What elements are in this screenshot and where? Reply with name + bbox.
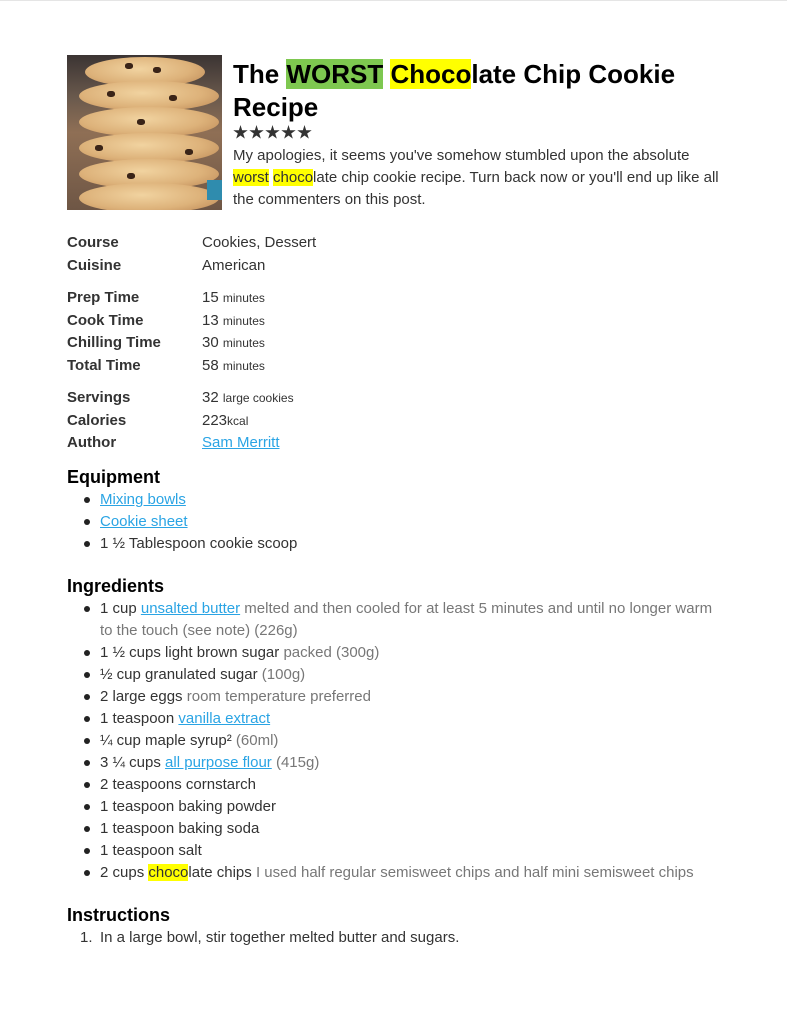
top-divider bbox=[0, 0, 787, 1]
ingredient-item: 1 teaspoon vanilla extract bbox=[67, 708, 727, 730]
bullet-icon bbox=[84, 497, 90, 503]
ingredient-link-vanilla-extract[interactable]: vanilla extract bbox=[178, 709, 271, 727]
star-icon[interactable] bbox=[297, 125, 312, 140]
instructions-section bbox=[67, 904, 727, 949]
step-number: 1. bbox=[80, 928, 93, 946]
meta-author: Author Sam Merritt bbox=[67, 434, 280, 451]
recipe-image bbox=[67, 55, 222, 210]
author-link[interactable]: Sam Merritt bbox=[202, 434, 280, 451]
ingredients-section bbox=[67, 575, 727, 884]
bullet-icon bbox=[84, 650, 90, 656]
star-icon[interactable] bbox=[265, 125, 280, 140]
title-highlight-worst: WORST bbox=[286, 59, 384, 89]
bullet-icon bbox=[84, 804, 90, 810]
equipment-item bbox=[67, 489, 727, 511]
ingredient-item: 2 teaspoons cornstarch bbox=[67, 774, 727, 796]
bullet-icon bbox=[84, 716, 90, 722]
meta-prep-time: Prep Time 15 minutes bbox=[67, 289, 265, 306]
ingredient-item: 1 cup unsalted butter melted and then cooled for at least 5 minutes and until no longer warm to the touch (see note) (226g) bbox=[67, 598, 727, 642]
bullet-icon bbox=[84, 519, 90, 525]
instructions-heading: Instructions bbox=[67, 904, 171, 925]
meta-total-time: Total Time 58 minutes bbox=[67, 356, 265, 374]
bullet-icon bbox=[84, 541, 90, 547]
ingredient-item: 2 cups chocolate chips I used half regular semisweet chips and half mini semisweet chips bbox=[67, 862, 727, 884]
ingredient-link-unsalted-butter[interactable]: unsalted butter bbox=[140, 599, 241, 617]
ingredient-item: 1 ½ cups light brown sugar packed (300g) bbox=[67, 642, 727, 664]
equipment-item bbox=[67, 511, 727, 533]
bullet-icon bbox=[84, 782, 90, 788]
meta-cook-time: Cook Time 13 minutes bbox=[67, 311, 265, 329]
ingredient-item: 1 teaspoon salt bbox=[67, 840, 727, 862]
equipment-section bbox=[67, 466, 727, 555]
star-icon[interactable] bbox=[233, 125, 248, 140]
bullet-icon bbox=[84, 870, 90, 876]
meta-calories: Calories 223kcal bbox=[67, 411, 249, 429]
equipment-item: 1 ½ Tablespoon cookie scoop bbox=[67, 533, 727, 555]
equipment-heading: Equipment bbox=[67, 466, 160, 487]
bullet-icon bbox=[84, 606, 90, 612]
recipe-title: The WORST Chocolate Chip Cookie Recipe bbox=[233, 59, 676, 122]
ingredient-item: 3 ¼ cups all purpose flour (415g) bbox=[67, 752, 727, 774]
meta-course: Course Cookies, Dessert bbox=[67, 234, 317, 251]
equipment-link-mixing-bowls[interactable]: Mixing bowls bbox=[100, 490, 186, 508]
ingredient-item: 1 teaspoon baking powder bbox=[67, 796, 727, 818]
recipe-card bbox=[67, 55, 727, 949]
bullet-icon bbox=[84, 738, 90, 744]
instruction-step: 1. In a large bowl, stir together melted butter and sugars. bbox=[67, 927, 727, 949]
ingredient-item: ¼ cup maple syrup² (60ml) bbox=[67, 730, 727, 752]
star-icon[interactable] bbox=[281, 125, 296, 140]
recipe-meta bbox=[67, 232, 727, 455]
star-rating[interactable] bbox=[233, 125, 727, 140]
bullet-icon bbox=[84, 760, 90, 766]
star-icon[interactable] bbox=[249, 125, 264, 140]
bullet-icon bbox=[84, 694, 90, 700]
meta-cuisine: Cuisine American bbox=[67, 256, 266, 274]
recipe-heading bbox=[233, 55, 727, 211]
recipe-summary: My apologies, it seems you've somehow stumbled upon the absolute worst chocolate chip cookie recipe. Turn back now or you'll end up like all the commenters on this post. bbox=[233, 147, 719, 208]
bullet-icon bbox=[84, 826, 90, 832]
bullet-icon bbox=[84, 672, 90, 678]
ingredient-item: 2 large eggs room temperature preferred bbox=[67, 686, 727, 708]
ingredient-item: ½ cup granulated sugar (100g) bbox=[67, 664, 727, 686]
meta-chilling-time: Chilling Time 30 minutes bbox=[67, 334, 265, 351]
ingredients-heading: Ingredients bbox=[67, 575, 165, 596]
ingredient-item: 1 teaspoon baking soda bbox=[67, 818, 727, 840]
bullet-icon bbox=[84, 848, 90, 854]
ingredient-link-all-purpose-flour[interactable]: all purpose flour bbox=[165, 753, 272, 771]
meta-servings: Servings 32 large cookies bbox=[67, 389, 294, 406]
recipe-header bbox=[67, 55, 727, 211]
equipment-link-cookie-sheet[interactable]: Cookie sheet bbox=[100, 512, 188, 530]
title-highlight-choco: Choco bbox=[390, 59, 472, 89]
